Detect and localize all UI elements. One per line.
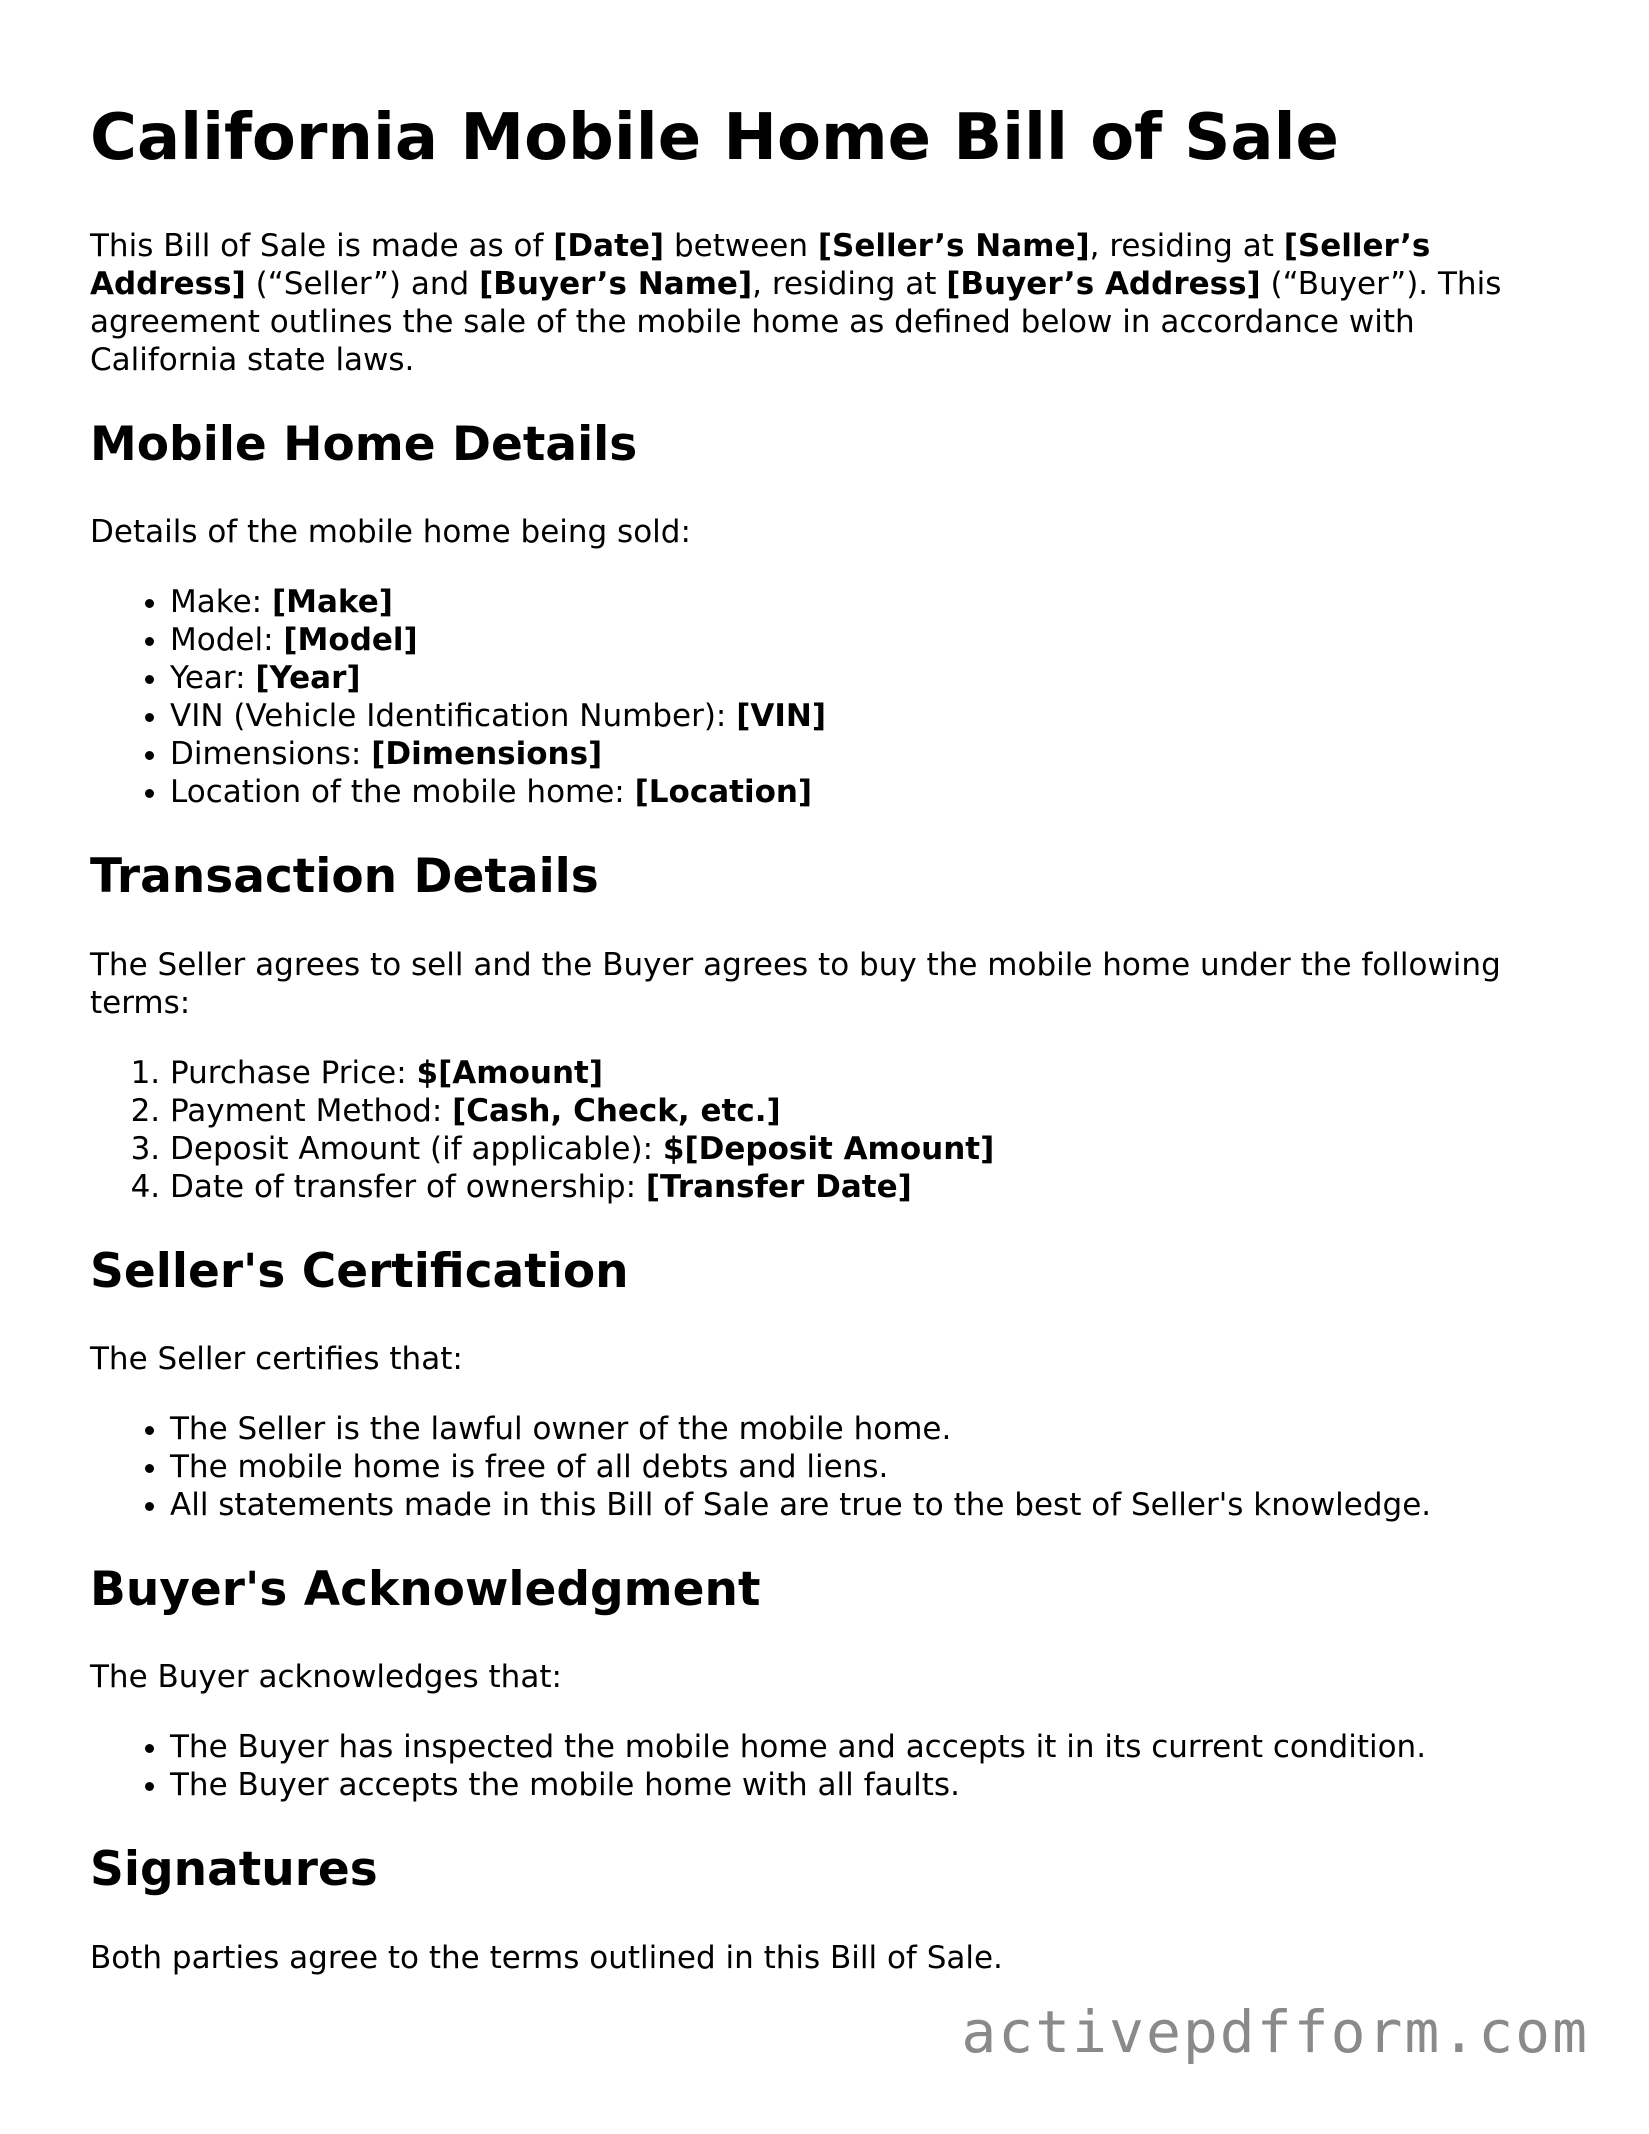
- buyer-name-placeholder: [Buyer’s Name]: [479, 265, 753, 302]
- details-list: [90, 583, 1570, 811]
- list-item: • All statements made in this Bill of Sale are true to the best of Seller's knowledge.: [170, 1486, 1570, 1524]
- seller-cert-lead: The Seller certifies that:: [90, 1340, 463, 1377]
- list-item: [170, 583, 1570, 621]
- watermark: activepdfform.com: [961, 1998, 1589, 2066]
- item-value: [Cash, Check, etc.]: [452, 1092, 781, 1129]
- item-label: Payment Method:: [170, 1092, 453, 1129]
- section-heading-buyer-acknowledgment: Buyer's Acknowledgment: [90, 1561, 761, 1617]
- section-heading-signatures: Signatures: [90, 1842, 378, 1898]
- item-label: Dimensions:: [170, 736, 372, 773]
- buyer-ack-list: [90, 1728, 1570, 1804]
- item-label: Date of transfer of ownership:: [170, 1168, 646, 1205]
- seller-name-placeholder: [Seller’s Name]: [817, 227, 1090, 264]
- item-value: [VIN]: [736, 698, 827, 735]
- seller-cert-list: [90, 1410, 1570, 1524]
- list-item: [170, 1168, 1570, 1206]
- item-value: [Dimensions]: [371, 736, 603, 773]
- details-lead: Details of the mobile home being sold:: [90, 514, 691, 551]
- item-label: Purchase Price:: [170, 1054, 417, 1091]
- item-label: Model:: [170, 622, 284, 659]
- list-item: • The Seller is the lawful owner of the mobile home.: [170, 1410, 1570, 1448]
- document-page: [90, 100, 1570, 2009]
- item-label: Year:: [170, 660, 256, 697]
- item-label: Deposit Amount (if applicable):: [170, 1130, 663, 1167]
- item-label: VIN (Vehicle Identification Number):: [170, 698, 737, 735]
- item-value: [Model]: [283, 622, 418, 659]
- list-item: [170, 621, 1570, 659]
- intro-text-1: This Bill of Sale is made as of: [90, 227, 554, 264]
- item-value: $[Amount]: [416, 1054, 604, 1091]
- intro-text-4: (“Seller”) and: [245, 265, 480, 302]
- item-value: [Make]: [271, 584, 393, 621]
- seller-address-placeholder: [Seller’s Address]: [90, 227, 1431, 302]
- intro-paragraph: [90, 227, 1570, 379]
- list-item: [170, 659, 1570, 697]
- intro-text-6: (“Buyer”). This agreement outlines the sale of the mobile home as defined below in accordance with California state laws.: [90, 265, 1502, 378]
- list-item: • The mobile home is free of all debts and liens.: [170, 1448, 1570, 1486]
- section-heading-seller-certification: Seller's Certification: [90, 1243, 629, 1299]
- item-value: [Location]: [634, 774, 813, 811]
- list-item: [170, 697, 1570, 735]
- list-item: • The Buyer accepts the mobile home with all faults.: [170, 1766, 1570, 1804]
- signatures-lead: Both parties agree to the terms outlined in this Bill of Sale.: [90, 1939, 1003, 1976]
- buyer-address-placeholder: [Buyer’s Address]: [946, 265, 1261, 302]
- item-value: [Year]: [255, 660, 361, 697]
- intro-text-2: between: [664, 227, 818, 264]
- item-value: $[Deposit Amount]: [662, 1130, 995, 1167]
- document-title: California Mobile Home Bill of Sale: [90, 101, 1339, 175]
- transaction-lead: The Seller agrees to sell and the Buyer agrees to buy the mobile home under the following terms:: [90, 946, 1501, 1021]
- section-heading-details: Mobile Home Details: [90, 416, 638, 472]
- list-item: [170, 1054, 1570, 1092]
- intro-text-5: , residing at: [752, 265, 947, 302]
- item-label: Make:: [170, 584, 272, 621]
- list-item: [170, 1092, 1570, 1130]
- item-value: [Transfer Date]: [645, 1168, 912, 1205]
- list-item: • The Buyer has inspected the mobile home and accepts it in its current condition.: [170, 1728, 1570, 1766]
- list-item: [170, 773, 1570, 811]
- buyer-ack-lead: The Buyer acknowledges that:: [90, 1659, 562, 1696]
- intro-text-3: , residing at: [1089, 227, 1284, 264]
- item-label: Location of the mobile home:: [170, 774, 635, 811]
- list-item: [170, 1130, 1570, 1168]
- section-heading-transaction: Transaction Details: [90, 849, 599, 905]
- date-placeholder: [Date]: [553, 227, 665, 264]
- list-item: [170, 735, 1570, 773]
- transaction-list: [90, 1054, 1570, 1206]
